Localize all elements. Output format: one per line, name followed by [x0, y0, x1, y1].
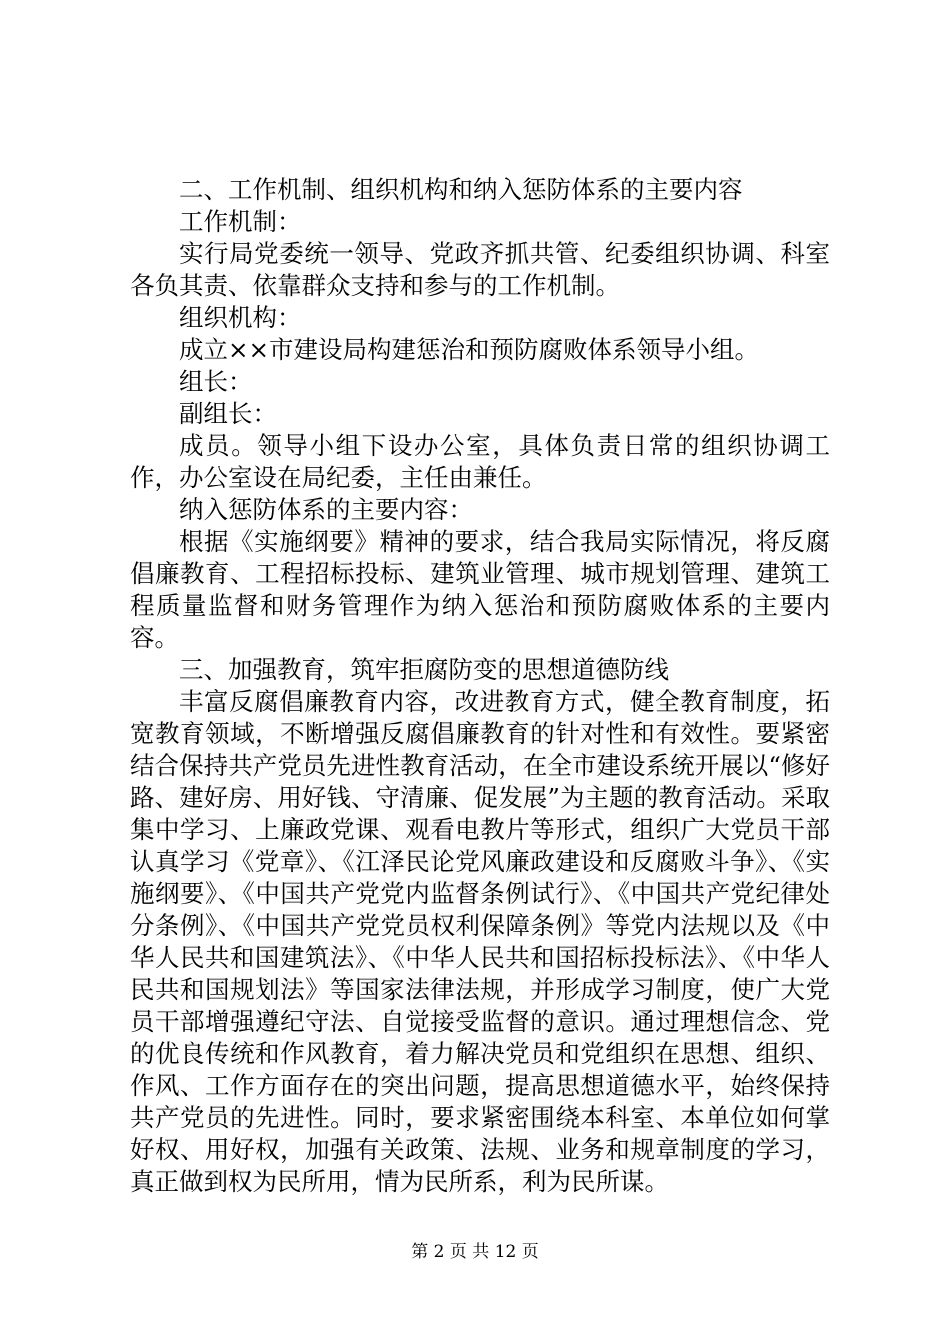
- subheading-work-mechanism: 工作机制：: [179, 207, 302, 236]
- line-group-leader: 组长：: [179, 367, 253, 396]
- subheading-main-content: 纳入惩防体系的主要内容：: [179, 495, 473, 524]
- paragraph-education: 丰富反腐倡廉教育内容，改进教育方式，健全教育制度，拓宽教育领域，不断增强反腐倡廉教育的针对性和有效性。要紧密结合保持共产党员先进性教育活动，在全市建设系统开展以“修好路、建好房、用好钱、守清廉、促发展”为主题的教育活动。采取集中学习、上廉政党课、观看电教片等形式，组织广大党员干部认真学习《党章》、《江泽民论党风廉政建设和反腐败斗争》、《实施纲要》、《中国共产党党内监督条例试行》、《中国共产党纪律处分条例》、《中国共产党党员权利保障条例》等党内法规以及《中华人民共和国建筑法》、《中华人民共和国招标投标法》、《中华人民共和国规划法》等国家法律法规，并形成学习制度，使广大党员干部增强遵纪守法、自觉接受监督的意识。通过理想信念、党的优良传统和作风教育，着力解决党员和党组织在思想、组织、作风、工作方面存在的突出问题，提高思想道德水平，始终保持共产党员的先进性。同时，要求紧密围绕本科室、本单位如何掌好权、用好权，加强有关政策、法规、业务和规章制度的学习，真正做到权为民所用，情为民所系，利为民所谋。: [130, 687, 830, 1196]
- subheading-organization: 组织机构：: [179, 303, 302, 332]
- document-body: [130, 174, 830, 1198]
- paragraph-main-content: 根据《实施纲要》精神的要求，结合我局实际情况，将反腐倡廉教育、工程招标投标、建筑业管理、城市规划管理、建筑工程质量监督和财务管理作为纳入惩治和预防腐败体系的主要内容。: [130, 527, 830, 652]
- paragraph-work-mechanism: 实行局党委统一领导、党政齐抓共管、纪委组织协调、科室各负其责、依靠群众支持和参与的工作机制。: [130, 239, 830, 300]
- paragraph-members: 成员。领导小组下设办公室，具体负责日常的组织协调工作，办公室设在局纪委，主任由兼任。: [130, 431, 830, 492]
- paragraph-organization: 成立××市建设局构建惩治和预防腐败体系领导小组。: [179, 335, 760, 364]
- section-heading-3: 三、加强教育，筑牢拒腐防变的思想道德防线: [179, 655, 669, 684]
- line-deputy-leader: 副组长：: [179, 399, 277, 428]
- page-number-footer: 第 2 页 共 12 页: [411, 1242, 539, 1262]
- section-heading-2: 二、工作机制、组织机构和纳入惩防体系的主要内容: [179, 175, 743, 204]
